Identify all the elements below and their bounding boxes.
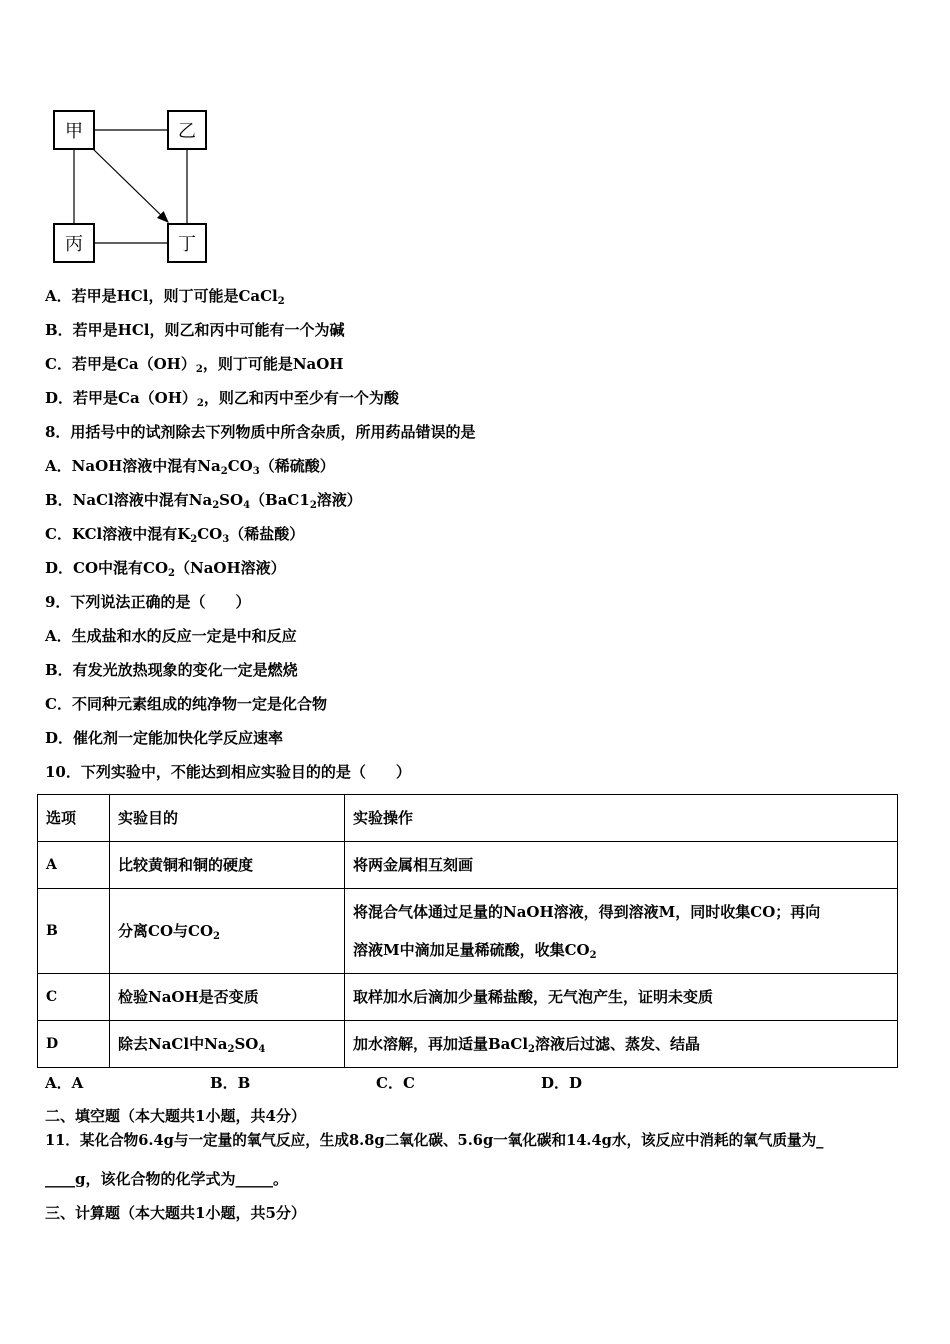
q11-line2: ____g，该化合物的化学式为_____。 (45, 1170, 288, 1188)
q11-line1: 11．某化合物6.4g与一定量的氧气反应，生成8.8g二氧化碳、5.6g一氧化碳和14.4g水，该反应中消耗的氧气质量为_ (45, 1132, 824, 1149)
q10-option-b: B．B (210, 1074, 251, 1092)
label-yi: 乙 (178, 121, 196, 142)
q8-option-b: B．NaCl溶液中混有$Na_2SO_4(BaC1_2$溶液） (45, 491, 362, 511)
table-row-c (38, 974, 898, 1021)
row-c-operation: 取样加水后滴加少量稀盐酸，无气泡产生，证明未变质 (345, 974, 898, 1021)
table-row-d (38, 1021, 898, 1068)
q8-option-c: C．KCl溶液中混有$K_2CO_3$（稀盐酸） (45, 525, 305, 545)
row-a-option: A (38, 842, 110, 889)
section-calculation-heading: 三、计算题（本大题共1小题，共5分） (45, 1204, 306, 1222)
q9-stem: 9．下列说法正确的是（ ） (45, 593, 251, 611)
q7-option-b: B．若甲是HCl，则乙和丙中可能有一个为碱 (45, 321, 345, 339)
row-a-purpose: 比较黄铜和铜的硬度 (110, 842, 345, 889)
row-d-operation: 加水溶解，再加适量BaCl$_2$溶液后过滤、蒸发、结晶 (345, 1021, 898, 1068)
experiment-table (37, 794, 898, 1068)
q7-option-d: D．若甲是$Ca(OH)_2$，则乙和丙中至少有一个为酸 (45, 389, 399, 409)
row-b-operation: 将混合气体通过足量的NaOH溶液，得到溶液M，同时收集CO；再向 溶液M中滴加足量稀硫酸，收集$CO_2$ (345, 889, 898, 974)
row-b-option: B (38, 889, 110, 974)
q9-option-d: D．催化剂一定能加快化学反应速率 (45, 729, 284, 747)
q8-option-d: D．CO中混有$CO_2(NaOH$溶液） (45, 559, 286, 579)
header-option: 选项 (38, 795, 110, 842)
q7-option-c: C．若甲是$Ca(OH)_2$，则丁可能是NaOH (45, 355, 344, 375)
label-bing: 丙 (65, 234, 83, 255)
section-fill-in-heading: 二、填空题（本大题共1小题，共4分） (45, 1107, 306, 1125)
row-c-purpose: 检验NaOH是否变质 (110, 974, 345, 1021)
q9-option-b: B．有发光放热现象的变化一定是燃烧 (45, 661, 298, 679)
q9-option-c: C．不同种元素组成的纯净物一定是化合物 (45, 695, 327, 713)
label-jia: 甲 (65, 121, 83, 142)
row-b-purpose: 分离CO与$CO_2$ (110, 889, 345, 974)
relation-diagram (40, 100, 220, 270)
arrow-jia-ding (92, 148, 168, 222)
q10-option-d: D．D (541, 1074, 583, 1092)
q8-stem: 8．用括号中的试剂除去下列物质中所含杂质，所用药品错误的是 (45, 423, 476, 441)
label-ding: 丁 (178, 234, 196, 255)
row-d-option: D (38, 1021, 110, 1068)
row-a-operation: 将两金属相互刻画 (345, 842, 898, 889)
table-row-b (38, 889, 898, 974)
q8-option-a: A．NaOH溶液中混有$Na_2CO_3$（稀硫酸） (45, 457, 335, 477)
q10-option-c: C．C (376, 1074, 415, 1092)
header-purpose: 实验目的 (110, 795, 345, 842)
row-d-purpose: 除去NaCl中$Na_2SO_4$ (110, 1021, 345, 1068)
q10-stem: 10．下列实验中，不能达到相应实验目的的是（ ） (45, 763, 411, 781)
q9-option-a: A．生成盐和水的反应一定是中和反应 (45, 627, 297, 645)
table-header-row (38, 795, 898, 842)
row-c-option: C (38, 974, 110, 1021)
q10-option-a: A．A (45, 1074, 84, 1092)
header-operation: 实验操作 (345, 795, 898, 842)
q7-option-a: A．若甲是HCl，则丁可能是CaCl$_2$ (45, 287, 285, 307)
table-row-a (38, 842, 898, 889)
